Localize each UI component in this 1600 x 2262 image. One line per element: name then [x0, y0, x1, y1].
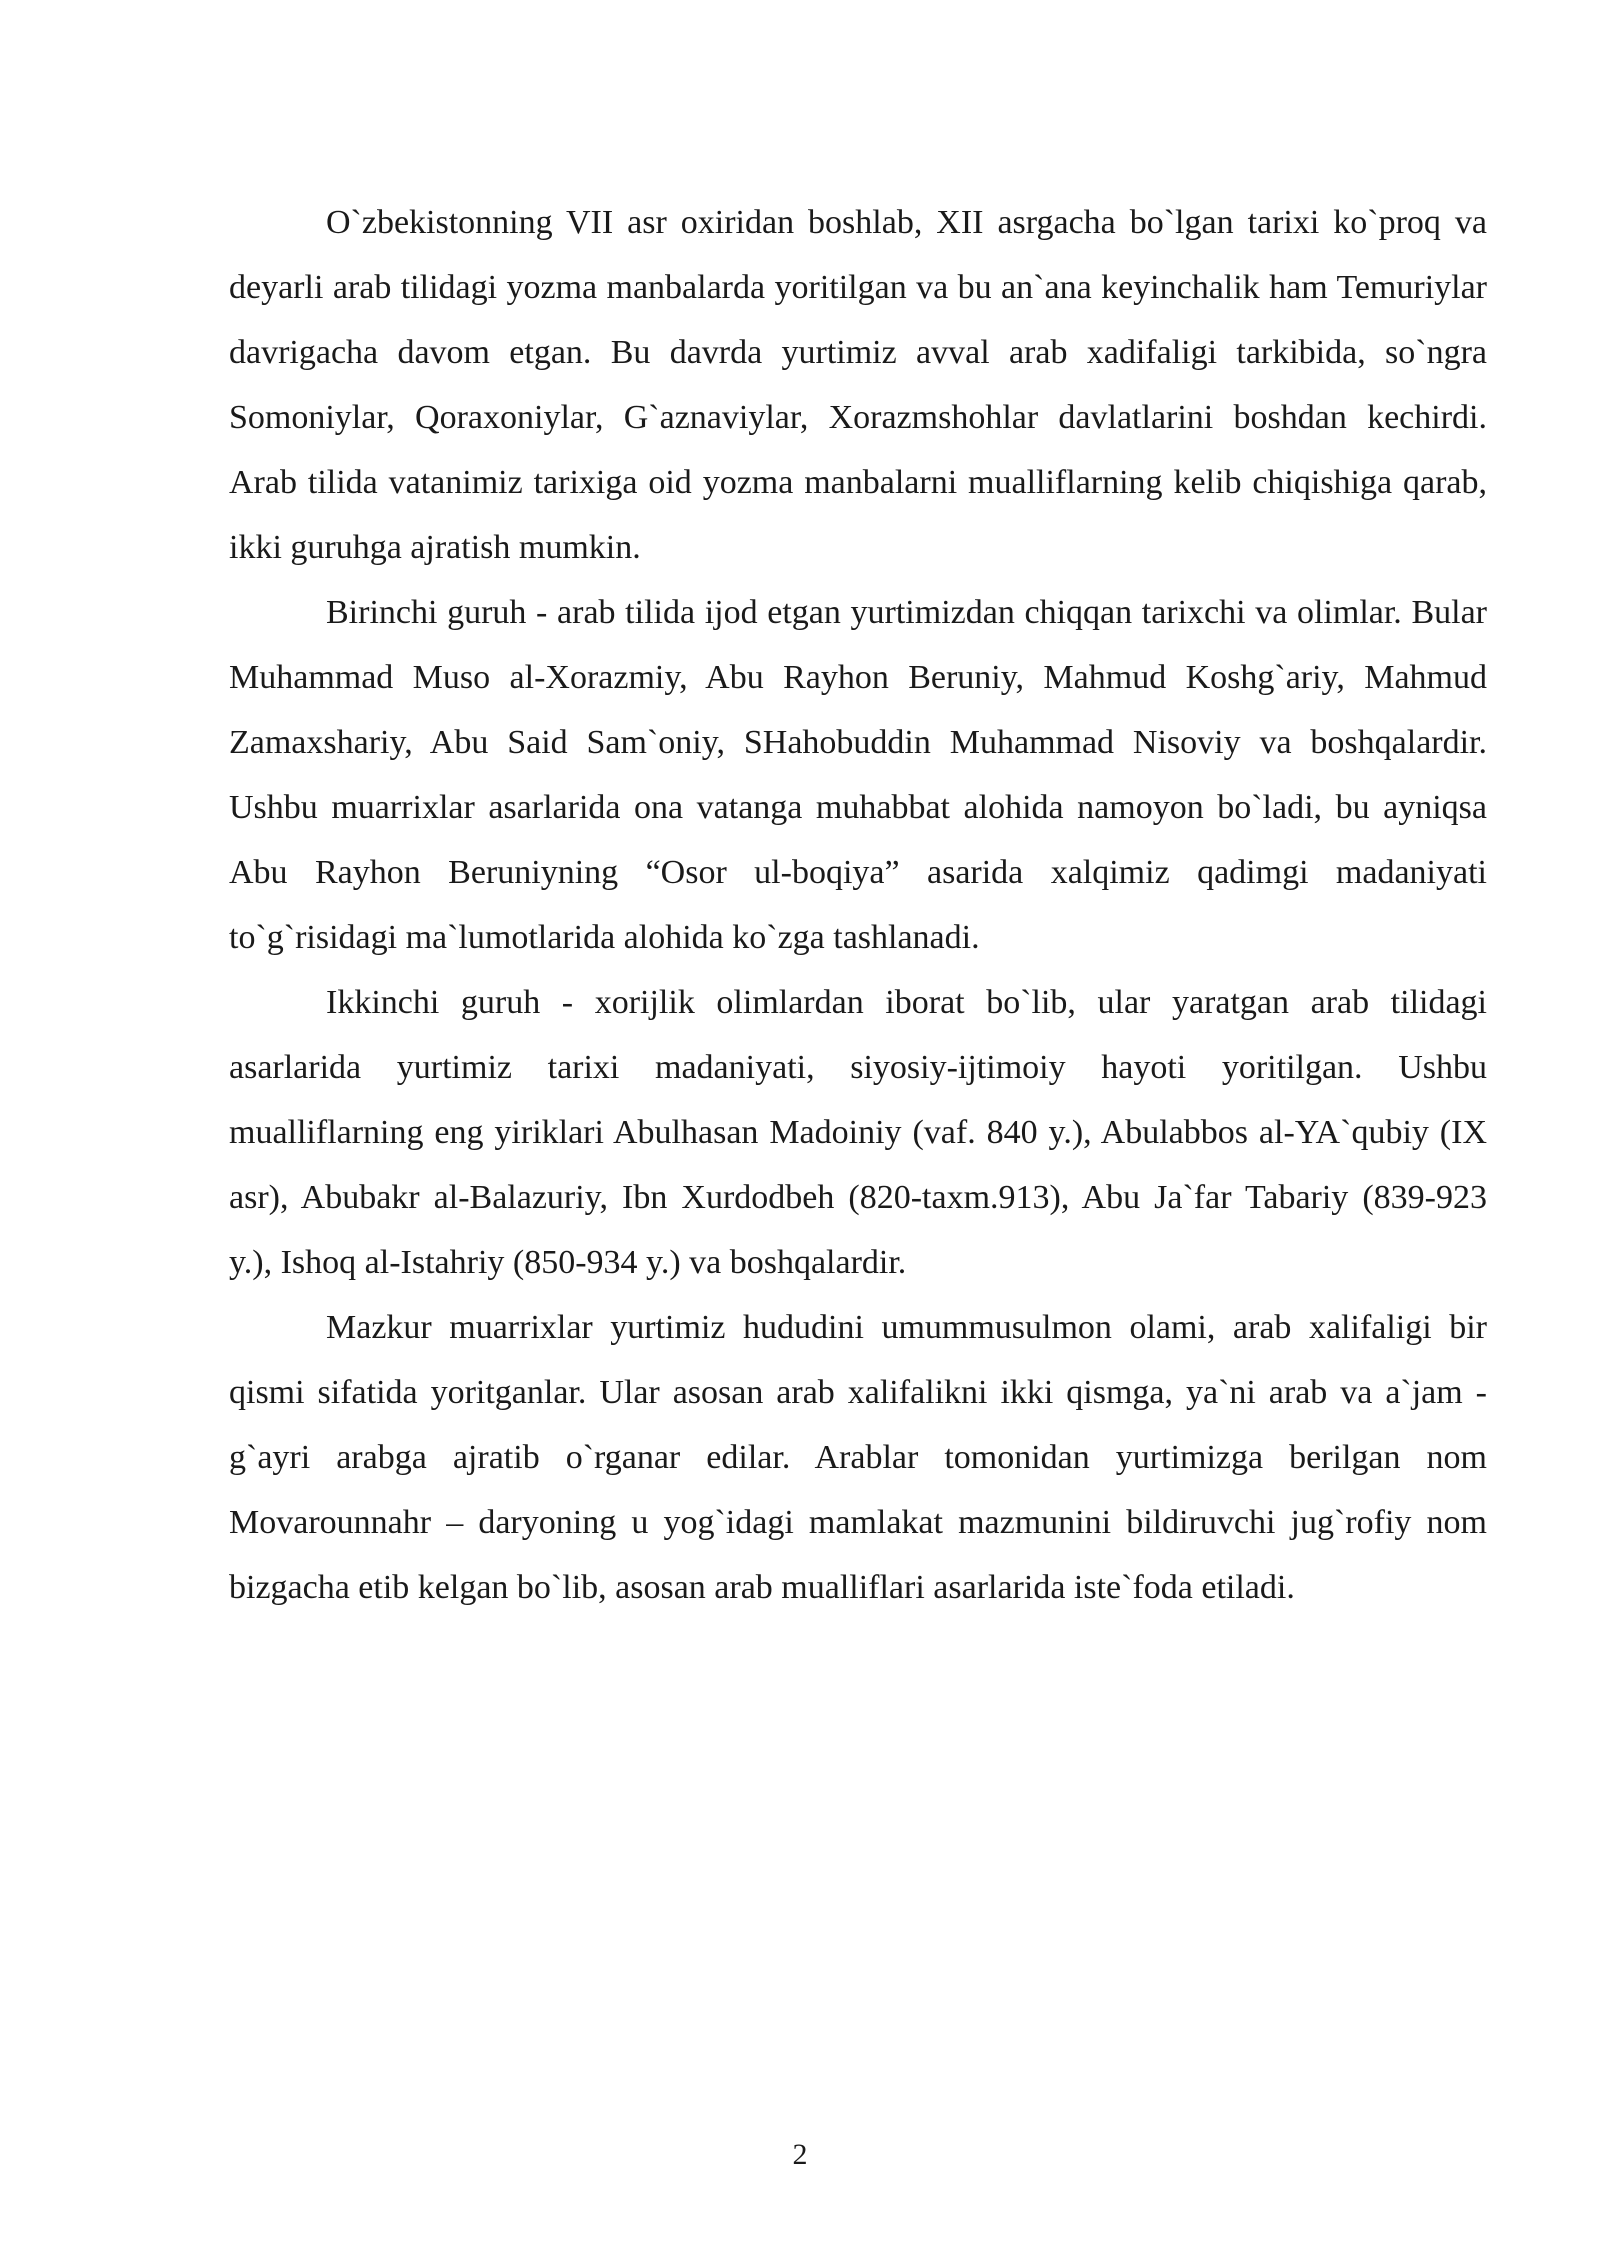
paragraph-4: Mazkur muarrixlar yurtimiz hududini umummusulmon olami, arab xalifaligi bir qismi sifatida yoritganlar. Ular asosan arab xalifalikni ikki qismga, ya`ni arab va a`jam - g`ayri arabga ajratib o`rganar edilar. Arablar tomonidan yurtimizga berilgan nom Movarounnahr – daryoning u yog`idagi mamlakat mazmunini bildiruvchi jug`rofiy nom bizgacha etib kelgan bo`lib, asosan arab mualliflari asarlarida iste`foda etiladi. [229, 1309, 1487, 1606]
paragraph-2: Birinchi guruh - arab tilida ijod etgan yurtimizdan chiqqan tarixchi va olimlar. Bular Muhammad Muso al-Xorazmiy, Abu Rayhon Beruniy, Mahmud Koshg`ariy, Mahmud Zamaxshariy, Abu Said Sam`oniy, SHahobuddin Muhammad Nisoviy va boshqalardir. Ushbu muarrixlar asarlarida ona vatanga muhabbat alohida namoyon bo`ladi, bu ayniqsa Abu Rayhon Beruniyning “Osor ul-boqiya” asarida xalqimiz qadimgi madaniyati to`g`risidagi ma`lumotlarida alohida ko`zga tashlanadi. [229, 594, 1487, 956]
paragraph-3: Ikkinchi guruh - xorijlik olimlardan iborat bo`lib, ular yaratgan arab tilidagi asarlarida yurtimiz tarixi madaniyati, siyosiy-ijtimoiy hayoti yoritilgan. Ushbu mualliflarning eng yiriklari Abulhasan Madoiniy (vaf. 840 y.), Abulabbos al-YA`qubiy (IX asr), Abubakr al-Balazuriy, Ibn Xurdodbeh (820-taxm.913), Abu Ja`far Tabariy (839-923 y.), Ishoq al-Istahriy (850-934 y.) va boshqalardir. [229, 984, 1487, 1281]
paragraph-1: O`zbekistonning VII asr oxiridan boshlab, XII asrgacha bo`lgan tarixi ko`proq va deyarli arab tilidagi yozma manbalarda yoritilgan va bu an`ana keyinchalik ham Temuriylar davrigacha davom etgan. Bu davrda yurtimiz avval arab xadifaligi tarkibida, so`ngra Somoniylar, Qoraxoniylar, G`aznaviylar, Xorazmshohlar davlatlarini boshdan kechirdi. Arab tilida vatanimiz tarixiga oid yozma manbalarni mualliflarning kelib chiqishiga qarab, ikki guruhga ajratish mumkin. [229, 204, 1487, 566]
body-text [229, 190, 1487, 1620]
page-number: 2 [792, 2138, 808, 2171]
